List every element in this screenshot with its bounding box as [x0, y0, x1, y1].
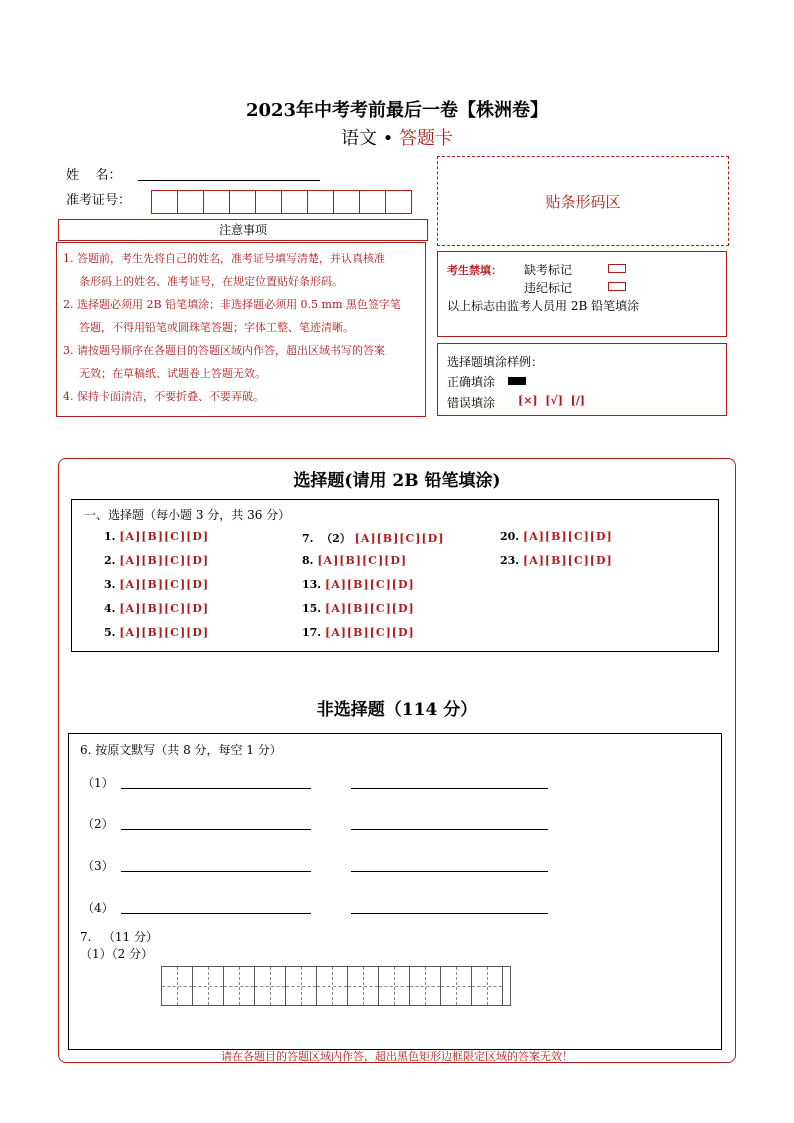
- answer-area: [58, 458, 736, 1063]
- question-number: 23.: [500, 554, 520, 567]
- choice-section-title: 选择题(请用 2B 铅笔填涂): [293, 471, 501, 491]
- absent-mark[interactable]: [608, 264, 626, 273]
- answer-line[interactable]: [121, 913, 311, 914]
- question-5: [104, 626, 209, 639]
- question-number: 15.: [302, 602, 322, 615]
- question-number: 2.: [104, 554, 116, 567]
- question-number: 5.: [104, 626, 116, 639]
- option-bubbles[interactable]: [A][B][C][D]: [324, 578, 415, 591]
- q7-label: 7. （11 分）: [80, 930, 158, 944]
- question-number: 1.: [104, 530, 116, 543]
- name-field[interactable]: [138, 180, 320, 181]
- option-bubbles[interactable]: [A][B][C][D]: [119, 554, 210, 567]
- ban-label: 考生禁填：: [447, 264, 502, 277]
- question-number: 8.: [302, 554, 314, 567]
- answer-sheet-label: 答题卡: [399, 128, 454, 149]
- subject: 语文 •: [340, 128, 400, 149]
- option-bubbles[interactable]: [A][B][C][D]: [522, 530, 613, 543]
- option-bubbles[interactable]: [A][B][C][D]: [522, 554, 613, 567]
- choice-box: [71, 499, 719, 652]
- question-1: [104, 530, 209, 543]
- question-17: [302, 626, 415, 639]
- answer-line[interactable]: [351, 788, 548, 789]
- notice-item: 条形码上的姓名、准考证号，在规定位置贴好条形码。: [79, 275, 343, 288]
- wrong-marks: [×] [√] [/]: [518, 394, 586, 407]
- answer-line[interactable]: [121, 829, 311, 830]
- page-title: 2023年中考考前最后一卷【株洲卷】: [245, 100, 549, 121]
- question-23: [500, 554, 613, 567]
- proctor-box: [437, 251, 727, 337]
- option-bubbles[interactable]: [A][B][C][D]: [354, 532, 445, 545]
- answer-line[interactable]: [351, 913, 548, 914]
- barcode-label: 贴条形码区: [545, 192, 621, 211]
- question-number: 7. （2）: [302, 532, 351, 545]
- filled-mark-sample: [508, 377, 526, 385]
- notice-item: 2. 选择题必须用 2B 铅笔填涂；非选择题必须用 0.5 mm 黑色签字笔: [63, 298, 401, 311]
- question-4: [104, 602, 209, 615]
- exam-id-boxes[interactable]: [152, 190, 412, 214]
- question-number: 3.: [104, 578, 116, 591]
- option-bubbles[interactable]: [A][B][C][D]: [119, 578, 210, 591]
- choice-subtitle: 一、选择题（每小题 3 分，共 36 分）: [84, 508, 291, 522]
- option-bubbles[interactable]: [A][B][C][D]: [119, 626, 210, 639]
- option-bubbles[interactable]: [A][B][C][D]: [317, 554, 408, 567]
- absent-label: 缺考标记: [524, 263, 573, 277]
- ban-note: 以上标志由监考人员用 2B 铅笔填涂: [447, 299, 640, 313]
- question-number: 4.: [104, 602, 116, 615]
- question-3: [104, 578, 209, 591]
- option-bubbles[interactable]: [A][B][C][D]: [324, 602, 415, 615]
- option-bubbles[interactable]: [A][B][C][D]: [324, 626, 415, 639]
- answer-line[interactable]: [351, 829, 548, 830]
- answer-line[interactable]: [121, 871, 311, 872]
- question-number: 20.: [500, 530, 520, 543]
- wrong-label: 错误填涂: [447, 396, 496, 410]
- writing-grid[interactable]: [161, 966, 511, 1006]
- q7-1-label: （1）（2 分）: [80, 947, 154, 961]
- notice-item: 3. 请按题号顺序在各题目的答题区域内作答，超出区域书写的答案: [63, 344, 385, 357]
- question-20: [500, 530, 613, 543]
- q6-label: 6. 按原文默写（共 8 分，每空 1 分）: [80, 743, 282, 757]
- violation-label: 违纪标记: [524, 281, 573, 295]
- question-8: [302, 554, 407, 567]
- blank-label: （2）: [82, 817, 114, 831]
- barcode-area: [437, 156, 729, 246]
- blank-label: （1）: [82, 776, 114, 790]
- notice-item: 1. 答题前，考生先将自己的姓名，准考证号填写清楚，并认真核准: [63, 252, 385, 265]
- notice-item: 4. 保持卡面清洁，不要折叠、不要弄破。: [63, 390, 264, 403]
- question-2: [104, 554, 209, 567]
- answer-line[interactable]: [351, 871, 548, 872]
- option-bubbles[interactable]: [A][B][C][D]: [119, 530, 210, 543]
- correct-label: 正确填涂: [447, 375, 496, 389]
- sample-title: 选择题填涂样例：: [447, 355, 544, 369]
- blank-label: （4）: [82, 901, 114, 915]
- question-number: 17.: [302, 626, 322, 639]
- id-label: 准考证号：: [66, 193, 132, 208]
- notice-item: 无效；在草稿纸、试题卷上答题无效。: [79, 367, 266, 380]
- fill-sample-box: [437, 343, 727, 416]
- answer-line[interactable]: [121, 788, 311, 789]
- nonchoice-box: [68, 733, 722, 1050]
- question-number: 13.: [302, 578, 322, 591]
- page-subtitle: [0, 124, 794, 150]
- notice-item: 答题，不得用铅笔或圆珠笔答题；字体工整、笔迹清晰。: [79, 321, 354, 334]
- notice-heading: 注意事项: [58, 219, 428, 241]
- question-7: [302, 530, 444, 546]
- violation-mark[interactable]: [608, 282, 626, 291]
- name-label: 姓 名：: [66, 168, 122, 183]
- option-bubbles[interactable]: [A][B][C][D]: [119, 602, 210, 615]
- footer-warning: 请在各题目的答题区域内作答，超出黑色矩形边框限定区域的答案无效！: [221, 1050, 573, 1063]
- nonchoice-section-title: 非选择题（114 分）: [316, 700, 478, 720]
- question-13: [302, 578, 415, 591]
- notice-box: [56, 242, 426, 417]
- blank-label: （3）: [82, 859, 114, 873]
- question-15: [302, 602, 415, 615]
